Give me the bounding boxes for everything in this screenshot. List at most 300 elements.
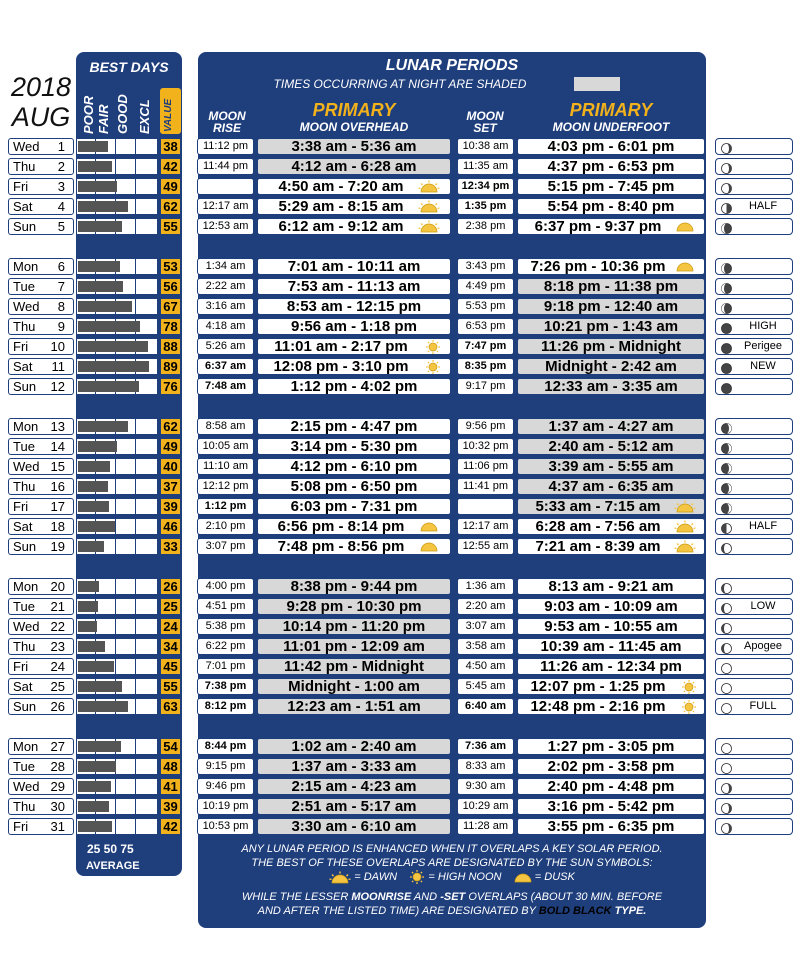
- day-label: [8, 158, 74, 175]
- day-number: 2: [57, 159, 65, 174]
- rating-value: 67: [160, 298, 181, 315]
- period-text: 2:51 am - 5:17 am: [291, 798, 417, 815]
- moon-underfoot-period: [517, 498, 705, 515]
- period-text: 11:26 pm - Midnight: [540, 338, 681, 355]
- moonset-time: 11:28 am: [457, 818, 514, 835]
- moonrise-time: [197, 178, 254, 195]
- rating-bar-track: [76, 498, 158, 515]
- rating-bar: [78, 781, 111, 792]
- day-label: [8, 658, 74, 675]
- day-of-week: Wed: [13, 619, 40, 634]
- period-text: 1:02 am - 2:40 am: [291, 738, 417, 755]
- rating-value: 33: [160, 538, 181, 555]
- moon-phase-icon: [721, 601, 732, 612]
- day-of-week: Sun: [13, 219, 37, 234]
- rating-grid-line: [115, 619, 116, 634]
- day-label: [8, 638, 74, 655]
- day-of-week: Wed: [13, 779, 40, 794]
- rating-grid-line: [115, 599, 116, 614]
- moon-phase-cell: [715, 298, 793, 315]
- day-label: [8, 298, 74, 315]
- rating-grid-line: [135, 519, 136, 534]
- rating-bar-track: [76, 578, 158, 595]
- rating-bar-track: [76, 458, 158, 475]
- legend-line-4: WHILE THE LESSER MOONRISE AND -SET OVERLAPS (ABOUT 30 MIN. BEFORE: [241, 891, 663, 904]
- day-of-week: Fri: [13, 819, 29, 834]
- moon-underfoot-period: [517, 298, 705, 315]
- moonrise-time: 10:05 am: [197, 438, 254, 455]
- moonrise-time: 3:16 am: [197, 298, 254, 315]
- moon-underfoot-period: [517, 378, 705, 395]
- moonset-time: 3:58 am: [457, 638, 514, 655]
- rating-grid-line: [115, 539, 116, 554]
- period-text: 8:18 pm - 11:38 pm: [543, 278, 679, 295]
- moon-phase-cell: [715, 578, 793, 595]
- day-number: 17: [50, 499, 65, 514]
- legend-line-2: THE BEST OF THESE OVERLAPS ARE DESIGNATED BY THE SUN SYMBOLS:: [251, 857, 653, 869]
- moonset-time: 1:35 pm: [457, 198, 514, 215]
- rating-bar: [78, 141, 108, 152]
- moonrise-time: 9:46 pm: [197, 778, 254, 795]
- rating-bar-track: [76, 698, 158, 715]
- day-number: 24: [50, 659, 65, 674]
- moonset-time: 12:55 am: [457, 538, 514, 555]
- day-label: [8, 138, 74, 155]
- rating-value: 55: [160, 678, 181, 695]
- period-text: 7:53 am - 11:13 am: [287, 278, 421, 295]
- day-of-week: Thu: [13, 159, 36, 174]
- period-text: 9:56 am - 1:18 pm: [291, 318, 417, 335]
- dusk-sun-icon: [418, 540, 440, 553]
- day-number: 11: [51, 359, 65, 374]
- moonrise-time: 6:22 pm: [197, 638, 254, 655]
- rating-grid-line: [135, 539, 136, 554]
- rating-grid-line: [115, 459, 116, 474]
- rating-bar-track: [76, 818, 158, 835]
- rating-bar: [78, 201, 128, 212]
- day-label: [8, 278, 74, 295]
- dusk-sun-icon: [514, 872, 532, 883]
- average-label: AVERAGE: [86, 860, 140, 872]
- moonset-time: 11:06 pm: [457, 458, 514, 475]
- day-number: 31: [50, 819, 65, 834]
- period-text: 9:28 pm - 10:30 pm: [286, 598, 422, 615]
- moon-phase-icon: [721, 821, 732, 832]
- rating-value: 49: [160, 438, 181, 455]
- period-text: 2:15 am - 4:23 am: [291, 778, 417, 795]
- day-label: [8, 618, 74, 635]
- day-label: [8, 738, 74, 755]
- period-text: 12:08 pm - 3:10 pm: [273, 358, 409, 375]
- moon-phase-cell: [715, 778, 793, 795]
- moon-phase-cell: [715, 478, 793, 495]
- rating-bar: [78, 421, 128, 432]
- rating-bar: [78, 701, 128, 712]
- rating-value: 56: [160, 278, 181, 295]
- period-text: Midnight - 1:00 am: [288, 678, 420, 695]
- moon-phase-icon: [721, 421, 732, 432]
- day-of-week: Tue: [13, 599, 35, 614]
- day-number: 15: [50, 459, 65, 474]
- moon-phase-icon: [721, 661, 732, 672]
- day-of-week: Thu: [13, 479, 36, 494]
- rating-bar: [78, 641, 105, 652]
- day-label: [8, 778, 74, 795]
- day-number: 5: [57, 219, 65, 234]
- day-number: 1: [57, 139, 65, 154]
- day-of-week: Tue: [13, 439, 35, 454]
- rating-grid-line: [115, 779, 116, 794]
- period-text: 1:37 am - 3:33 am: [291, 758, 417, 775]
- moonrise-time: 10:53 pm: [197, 818, 254, 835]
- day-of-week: Tue: [13, 279, 35, 294]
- moon-phase-cell: [715, 518, 793, 535]
- moon-overhead-period: [257, 258, 451, 275]
- moon-phase-icon: [721, 161, 732, 172]
- rating-grid-line: [115, 639, 116, 654]
- moon-underfoot-period: [517, 198, 705, 215]
- day-of-week: Sun: [13, 699, 37, 714]
- moonset-time: 3:07 am: [457, 618, 514, 635]
- period-text: 7:48 pm - 8:56 pm: [277, 538, 405, 555]
- period-text: 11:26 am - 12:34 pm: [540, 658, 682, 675]
- moon-phase-icon: [721, 381, 732, 392]
- moon-phase-icon: [721, 301, 732, 312]
- day-of-week: Mon: [13, 579, 39, 594]
- moon-overhead-period: [257, 778, 451, 795]
- day-number: 16: [50, 479, 65, 494]
- moon-underfoot-period: [517, 758, 705, 775]
- dusk-sun-icon: [674, 220, 696, 233]
- moon-phase-icon: [721, 201, 732, 212]
- day-number: 21: [50, 599, 65, 614]
- moon-phase-cell: [715, 698, 793, 715]
- moon-overhead-period: [257, 418, 451, 435]
- moonrise-time: 4:18 am: [197, 318, 254, 335]
- period-text: 4:50 am - 7:20 am: [278, 178, 404, 195]
- rating-value: 78: [160, 318, 181, 335]
- day-of-week: Wed: [13, 299, 40, 314]
- moon-phase-icon: [721, 181, 732, 192]
- day-number: 8: [57, 299, 65, 314]
- rating-bar-track: [76, 658, 158, 675]
- moon-phase-cell: [715, 598, 793, 615]
- moon-phase-icon: [721, 361, 732, 372]
- moonset-time: 8:33 am: [457, 758, 514, 775]
- day-label: [8, 438, 74, 455]
- rating-value: 42: [160, 818, 181, 835]
- period-text: 9:18 pm - 12:40 am: [543, 298, 679, 315]
- moon-phase-cell: [715, 418, 793, 435]
- moon-underfoot-period: [517, 358, 705, 375]
- moon-overhead-period: [257, 578, 451, 595]
- dawn-legend-label: = DAWN: [354, 871, 398, 883]
- moon-phase-cell: [715, 438, 793, 455]
- day-of-week: Sun: [13, 539, 37, 554]
- moon-phase-label: NEW: [750, 360, 776, 372]
- dawn-sun-icon: [329, 871, 351, 884]
- moon-phase-cell: [715, 678, 793, 695]
- rating-value: 42: [160, 158, 181, 175]
- moon-overhead-period: [257, 518, 451, 535]
- value-header: VALUE: [163, 98, 174, 132]
- day-number: 18: [50, 519, 65, 534]
- day-number: 10: [50, 339, 65, 354]
- moonset-time: 4:49 pm: [457, 278, 514, 295]
- primary-overhead-top: PRIMARY: [312, 100, 396, 120]
- period-text: 1:37 am - 4:27 am: [548, 418, 674, 435]
- rating-bar-track: [76, 298, 158, 315]
- period-text: 8:53 am - 12:15 pm: [286, 298, 422, 315]
- rating-value: 54: [160, 738, 181, 755]
- day-label: [8, 698, 74, 715]
- rating-grid-line: [135, 599, 136, 614]
- rating-bar: [78, 321, 140, 332]
- period-text: Midnight - 2:42 am: [545, 358, 677, 375]
- day-number: 26: [50, 699, 65, 714]
- day-of-week: Sat: [13, 679, 33, 694]
- moon-overhead-period: [257, 218, 451, 235]
- rating-grid-line: [115, 819, 116, 834]
- moonset-time: 12:17 am: [457, 518, 514, 535]
- primary-underfoot-label: MOON UNDERFOOT: [552, 120, 670, 134]
- moonset-time: 2:38 pm: [457, 218, 514, 235]
- rating-value: 63: [160, 698, 181, 715]
- moon-phase-cell: [715, 738, 793, 755]
- day-number: 28: [50, 759, 65, 774]
- day-label: [8, 218, 74, 235]
- moon-overhead-period: [257, 298, 451, 315]
- period-text: 11:01 pm - 12:09 am: [283, 638, 425, 655]
- day-number: 23: [50, 639, 65, 654]
- rating-grid-line: [135, 759, 136, 774]
- day-label: [8, 458, 74, 475]
- legend-symbols: [198, 870, 706, 884]
- dawn-sun-icon: [418, 200, 440, 213]
- dawn-sun-icon: [674, 500, 696, 513]
- moon-overhead-period: [257, 378, 451, 395]
- dusk-sun-icon: [674, 260, 696, 273]
- moonset-time: 11:41 pm: [457, 478, 514, 495]
- rating-value: 55: [160, 218, 181, 235]
- period-text: 9:03 am - 10:09 am: [544, 598, 678, 615]
- poor-header: POOR: [81, 95, 96, 134]
- rating-value: 34: [160, 638, 181, 655]
- period-text: 3:55 pm - 6:35 pm: [547, 818, 675, 835]
- moon-phase-cell: [715, 758, 793, 775]
- dusk-sun-icon: [418, 520, 440, 533]
- moon-phase-icon: [721, 461, 732, 472]
- day-of-week: Tue: [13, 759, 35, 774]
- night-shade-swatch: [574, 77, 620, 91]
- rating-value: 62: [160, 198, 181, 215]
- rating-value: 24: [160, 618, 181, 635]
- rating-bar: [78, 181, 117, 192]
- rating-grid-line: [115, 659, 116, 674]
- moon-overhead-period: [257, 678, 451, 695]
- day-of-week: Fri: [13, 499, 29, 514]
- rating-bar: [78, 301, 132, 312]
- day-number: 14: [50, 439, 65, 454]
- moon-overhead-period: [257, 438, 451, 455]
- rating-bar-track: [76, 358, 158, 375]
- moon-phase-cell: [715, 498, 793, 515]
- moon-phase-icon: [721, 681, 732, 692]
- moon-phase-cell: [715, 658, 793, 675]
- day-of-week: Sun: [13, 379, 37, 394]
- rating-grid-line: [135, 219, 136, 234]
- legend-line-5: AND AFTER THE LISTED TIME) ARE DESIGNATED BY BOLD BLACK TYPE.: [257, 905, 647, 918]
- period-text: 12:48 pm - 2:16 pm: [530, 698, 666, 715]
- rating-grid-line: [115, 479, 116, 494]
- rating-bar-track: [76, 158, 158, 175]
- noon-sun-icon: [409, 870, 425, 884]
- year-label: 2018: [10, 72, 72, 102]
- moonrise-time: 11:12 pm: [197, 138, 254, 155]
- moonrise-time: 12:53 am: [197, 218, 254, 235]
- rating-value: 41: [160, 778, 181, 795]
- moon-underfoot-period: [517, 738, 705, 755]
- rating-bar: [78, 661, 114, 672]
- rating-value: 37: [160, 478, 181, 495]
- legend: [198, 842, 706, 918]
- rating-bar: [78, 481, 108, 492]
- moonset-time: 7:36 am: [457, 738, 514, 755]
- moon-underfoot-period: [517, 638, 705, 655]
- day-number: 4: [57, 199, 65, 214]
- day-label: [8, 378, 74, 395]
- moonrise-time: 3:07 pm: [197, 538, 254, 555]
- moonset-time: 6:53 pm: [457, 318, 514, 335]
- rating-value: 76: [160, 378, 181, 395]
- rating-value: 40: [160, 458, 181, 475]
- day-label: [8, 758, 74, 775]
- rating-bar-track: [76, 378, 158, 395]
- rating-bar-track: [76, 418, 158, 435]
- rating-grid-line: [135, 819, 136, 834]
- rating-grid-line: [135, 279, 136, 294]
- moon-phase-icon: [721, 761, 732, 772]
- period-text: 5:08 pm - 6:50 pm: [290, 478, 418, 495]
- rating-bar: [78, 601, 98, 612]
- period-text: 8:38 pm - 9:44 pm: [290, 578, 418, 595]
- day-label: [8, 518, 74, 535]
- moon-overhead-period: [257, 318, 451, 335]
- moon-underfoot-period: [517, 798, 705, 815]
- rating-value: 46: [160, 518, 181, 535]
- moonrise-header: MOON RISE: [208, 109, 246, 135]
- moon-underfoot-period: [517, 478, 705, 495]
- moon-overhead-period: [257, 498, 451, 515]
- day-of-week: Sat: [13, 359, 33, 374]
- noon-sun-icon: [422, 360, 444, 373]
- moon-underfoot-period: [517, 418, 705, 435]
- day-number: 29: [50, 779, 65, 794]
- month-label: AUG: [11, 102, 71, 132]
- moon-phase-cell: [715, 338, 793, 355]
- rating-bar-track: [76, 338, 158, 355]
- moonset-time: 9:17 pm: [457, 378, 514, 395]
- day-number: 13: [50, 419, 65, 434]
- rating-value: 88: [160, 338, 181, 355]
- moon-phase-cell: [715, 618, 793, 635]
- period-text: 4:37 pm - 6:53 pm: [547, 158, 675, 175]
- rating-bar: [78, 541, 104, 552]
- rating-grid-line: [135, 579, 136, 594]
- fair-header: FAIR: [96, 104, 111, 134]
- rating-bar: [78, 161, 112, 172]
- rating-bar-track: [76, 678, 158, 695]
- moonrise-time: 1:12 pm: [197, 498, 254, 515]
- moon-overhead-period: [257, 658, 451, 675]
- moon-overhead-period: [257, 538, 451, 555]
- rating-bar-track: [76, 258, 158, 275]
- rating-value: 39: [160, 498, 181, 515]
- moon-overhead-period: [257, 178, 451, 195]
- rating-grid-line: [135, 479, 136, 494]
- rating-bar-track: [76, 218, 158, 235]
- rating-grid-line: [135, 299, 136, 314]
- day-number: 30: [50, 799, 65, 814]
- moonrise-time: 12:17 am: [197, 198, 254, 215]
- noon-sun-icon: [678, 680, 700, 693]
- moonrise-time: 4:51 pm: [197, 598, 254, 615]
- rating-bar-track: [76, 178, 158, 195]
- moonset-time: 8:35 pm: [457, 358, 514, 375]
- moon-phase-icon: [721, 481, 732, 492]
- rating-bar-track: [76, 518, 158, 535]
- rating-grid-line: [135, 799, 136, 814]
- moon-phase-cell: [715, 178, 793, 195]
- rating-bar: [78, 261, 120, 272]
- noon-sun-icon: [678, 700, 700, 713]
- rating-grid-line: [115, 799, 116, 814]
- moon-underfoot-period: [517, 338, 705, 355]
- moonrise-time: 12:12 pm: [197, 478, 254, 495]
- noon-sun-icon: [422, 340, 444, 353]
- day-label: [8, 818, 74, 835]
- rating-bar: [78, 621, 97, 632]
- rating-grid-line: [135, 679, 136, 694]
- rating-value: 39: [160, 798, 181, 815]
- moon-phase-label: Apogee: [744, 640, 782, 652]
- day-label: [8, 598, 74, 615]
- excl-header: EXCL: [137, 99, 152, 134]
- period-text: 11:42 pm - Midnight: [283, 658, 424, 675]
- moon-overhead-period: [257, 738, 451, 755]
- period-text: 7:21 am - 8:39 am: [535, 538, 661, 555]
- moon-underfoot-period: [517, 318, 705, 335]
- dawn-sun-icon: [418, 180, 440, 193]
- year-month-heading: [6, 72, 76, 132]
- day-of-week: Mon: [13, 739, 39, 754]
- period-text: 11:01 am - 2:17 pm: [274, 338, 408, 355]
- moonset-time: 2:20 am: [457, 598, 514, 615]
- primary-overhead-label: MOON OVERHEAD: [299, 120, 409, 134]
- period-text: 4:03 pm - 6:01 pm: [547, 138, 675, 155]
- dawn-sun-icon: [674, 520, 696, 533]
- best-days-title: BEST DAYS: [89, 59, 169, 75]
- moon-phase-cell: [715, 138, 793, 155]
- rating-bar-track: [76, 278, 158, 295]
- moon-phase-icon: [721, 621, 732, 632]
- rating-value: 49: [160, 178, 181, 195]
- moon-phase-cell: [715, 318, 793, 335]
- period-text: 5:15 pm - 7:45 pm: [547, 178, 675, 195]
- moon-underfoot-period: [517, 158, 705, 175]
- moon-underfoot-period: [517, 678, 705, 695]
- moonrise-time: 7:01 pm: [197, 658, 254, 675]
